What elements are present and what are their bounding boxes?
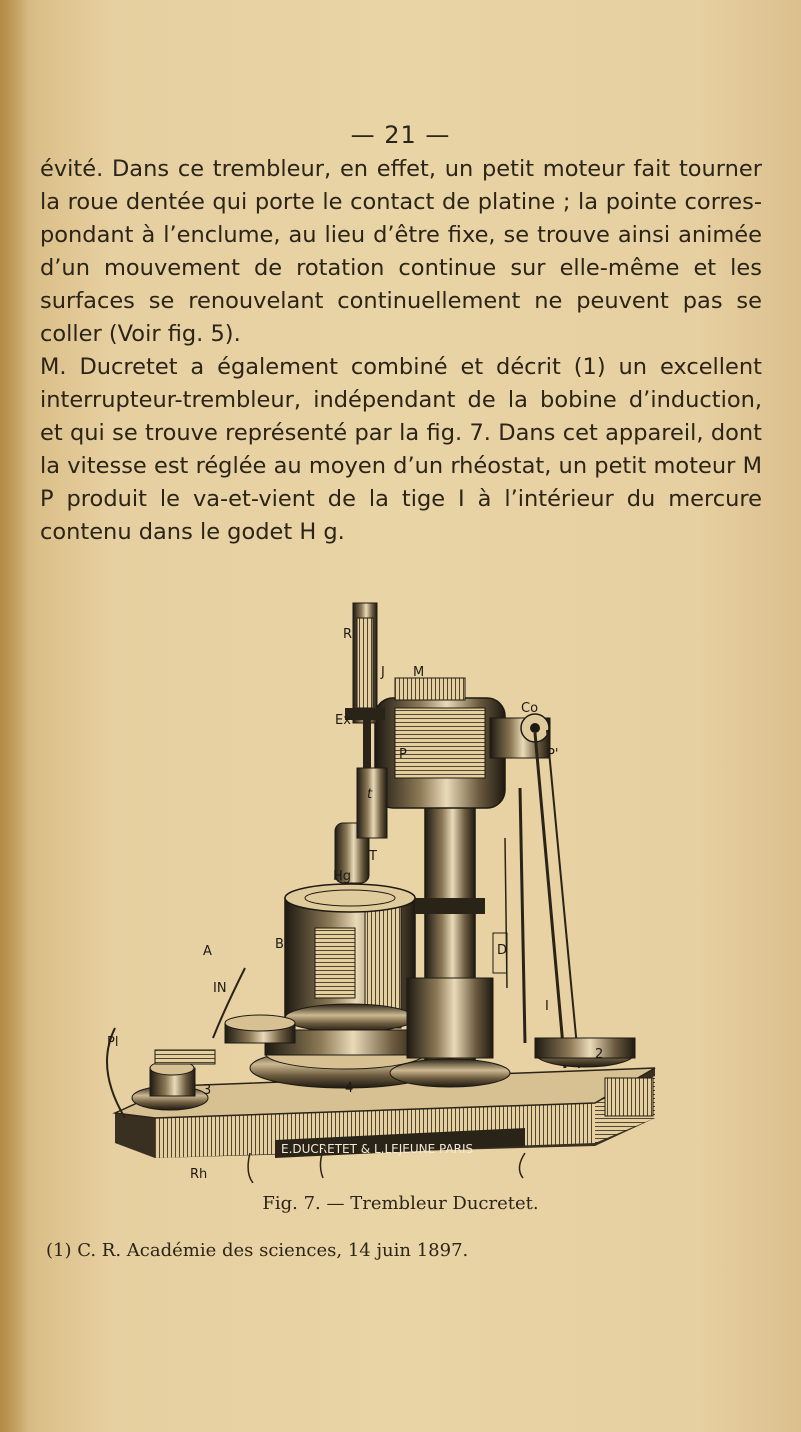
label-Ex: Ex <box>335 713 351 728</box>
label-A: A <box>203 944 212 959</box>
figure-caption: Fig. 7. — Trembleur Ducretet. <box>262 1193 539 1214</box>
label-Pl: Pl <box>107 1035 119 1050</box>
label-Hg: Hg <box>333 869 352 884</box>
figure-trembleur-illustration <box>95 598 675 1183</box>
label-P: P <box>399 747 407 762</box>
label-Rh: Rh <box>190 1167 208 1182</box>
rheostat-drum <box>285 884 415 1032</box>
label-2: 2 <box>595 1047 604 1062</box>
trembleur-engraving <box>95 598 675 1183</box>
label-T: T <box>369 849 377 864</box>
body-text <box>40 153 762 549</box>
motor <box>375 678 550 808</box>
paragraph-1: évité. Dans ce trembleur, en effet, un petit moteur fait tourner la roue dentée qui porte le contact de platine ; la pointe correspondant à l’enclume, au lieu d’être fixe, se trouve ainsi animée d’un mouvement de rotation continue sur elle-même et les surfaces se renouvelant continuellement ne peuvent pas se coller (Voir fig. 5). <box>40 156 762 347</box>
label-Co: Co <box>521 701 539 716</box>
maker-plate-text: E.DUCRETET & L.LEJEUNE PARIS <box>281 1142 474 1156</box>
label-B-prime: B' <box>275 937 288 952</box>
label-J: J <box>381 665 385 680</box>
label-4: 4 <box>345 1081 354 1096</box>
lever-arm <box>493 788 525 1043</box>
label-IN: IN <box>213 981 227 996</box>
label-P-prime: P' <box>547 747 559 762</box>
paragraph-2: M. Ducretet a également combiné et décrit (1) un excellent interrupteur-trembleur, indépendant de la bobine d’induction, et qui se trouve représenté par la fig. 7. Dans cet appareil, dont la vitesse est réglée au moyen d’un rhéostat, un petit moteur M P produit le va-et-vient de la tige I à l’intérieur du mercure contenu dans le godet H g. <box>40 354 762 545</box>
label-D: D <box>497 943 508 958</box>
page-number: — 21 — <box>350 121 451 149</box>
footnote: (1) C. R. Académie des sciences, 14 juin 1897. <box>46 1240 469 1261</box>
page-edge-shadow <box>0 0 28 1432</box>
label-3: 3 <box>203 1083 212 1098</box>
label-R: R <box>343 627 353 642</box>
label-M: M <box>413 665 425 680</box>
drive-belt <box>535 730 579 1068</box>
label-I: I <box>545 999 549 1014</box>
left-terminal-block <box>132 1050 215 1110</box>
label-t: t <box>367 787 373 802</box>
